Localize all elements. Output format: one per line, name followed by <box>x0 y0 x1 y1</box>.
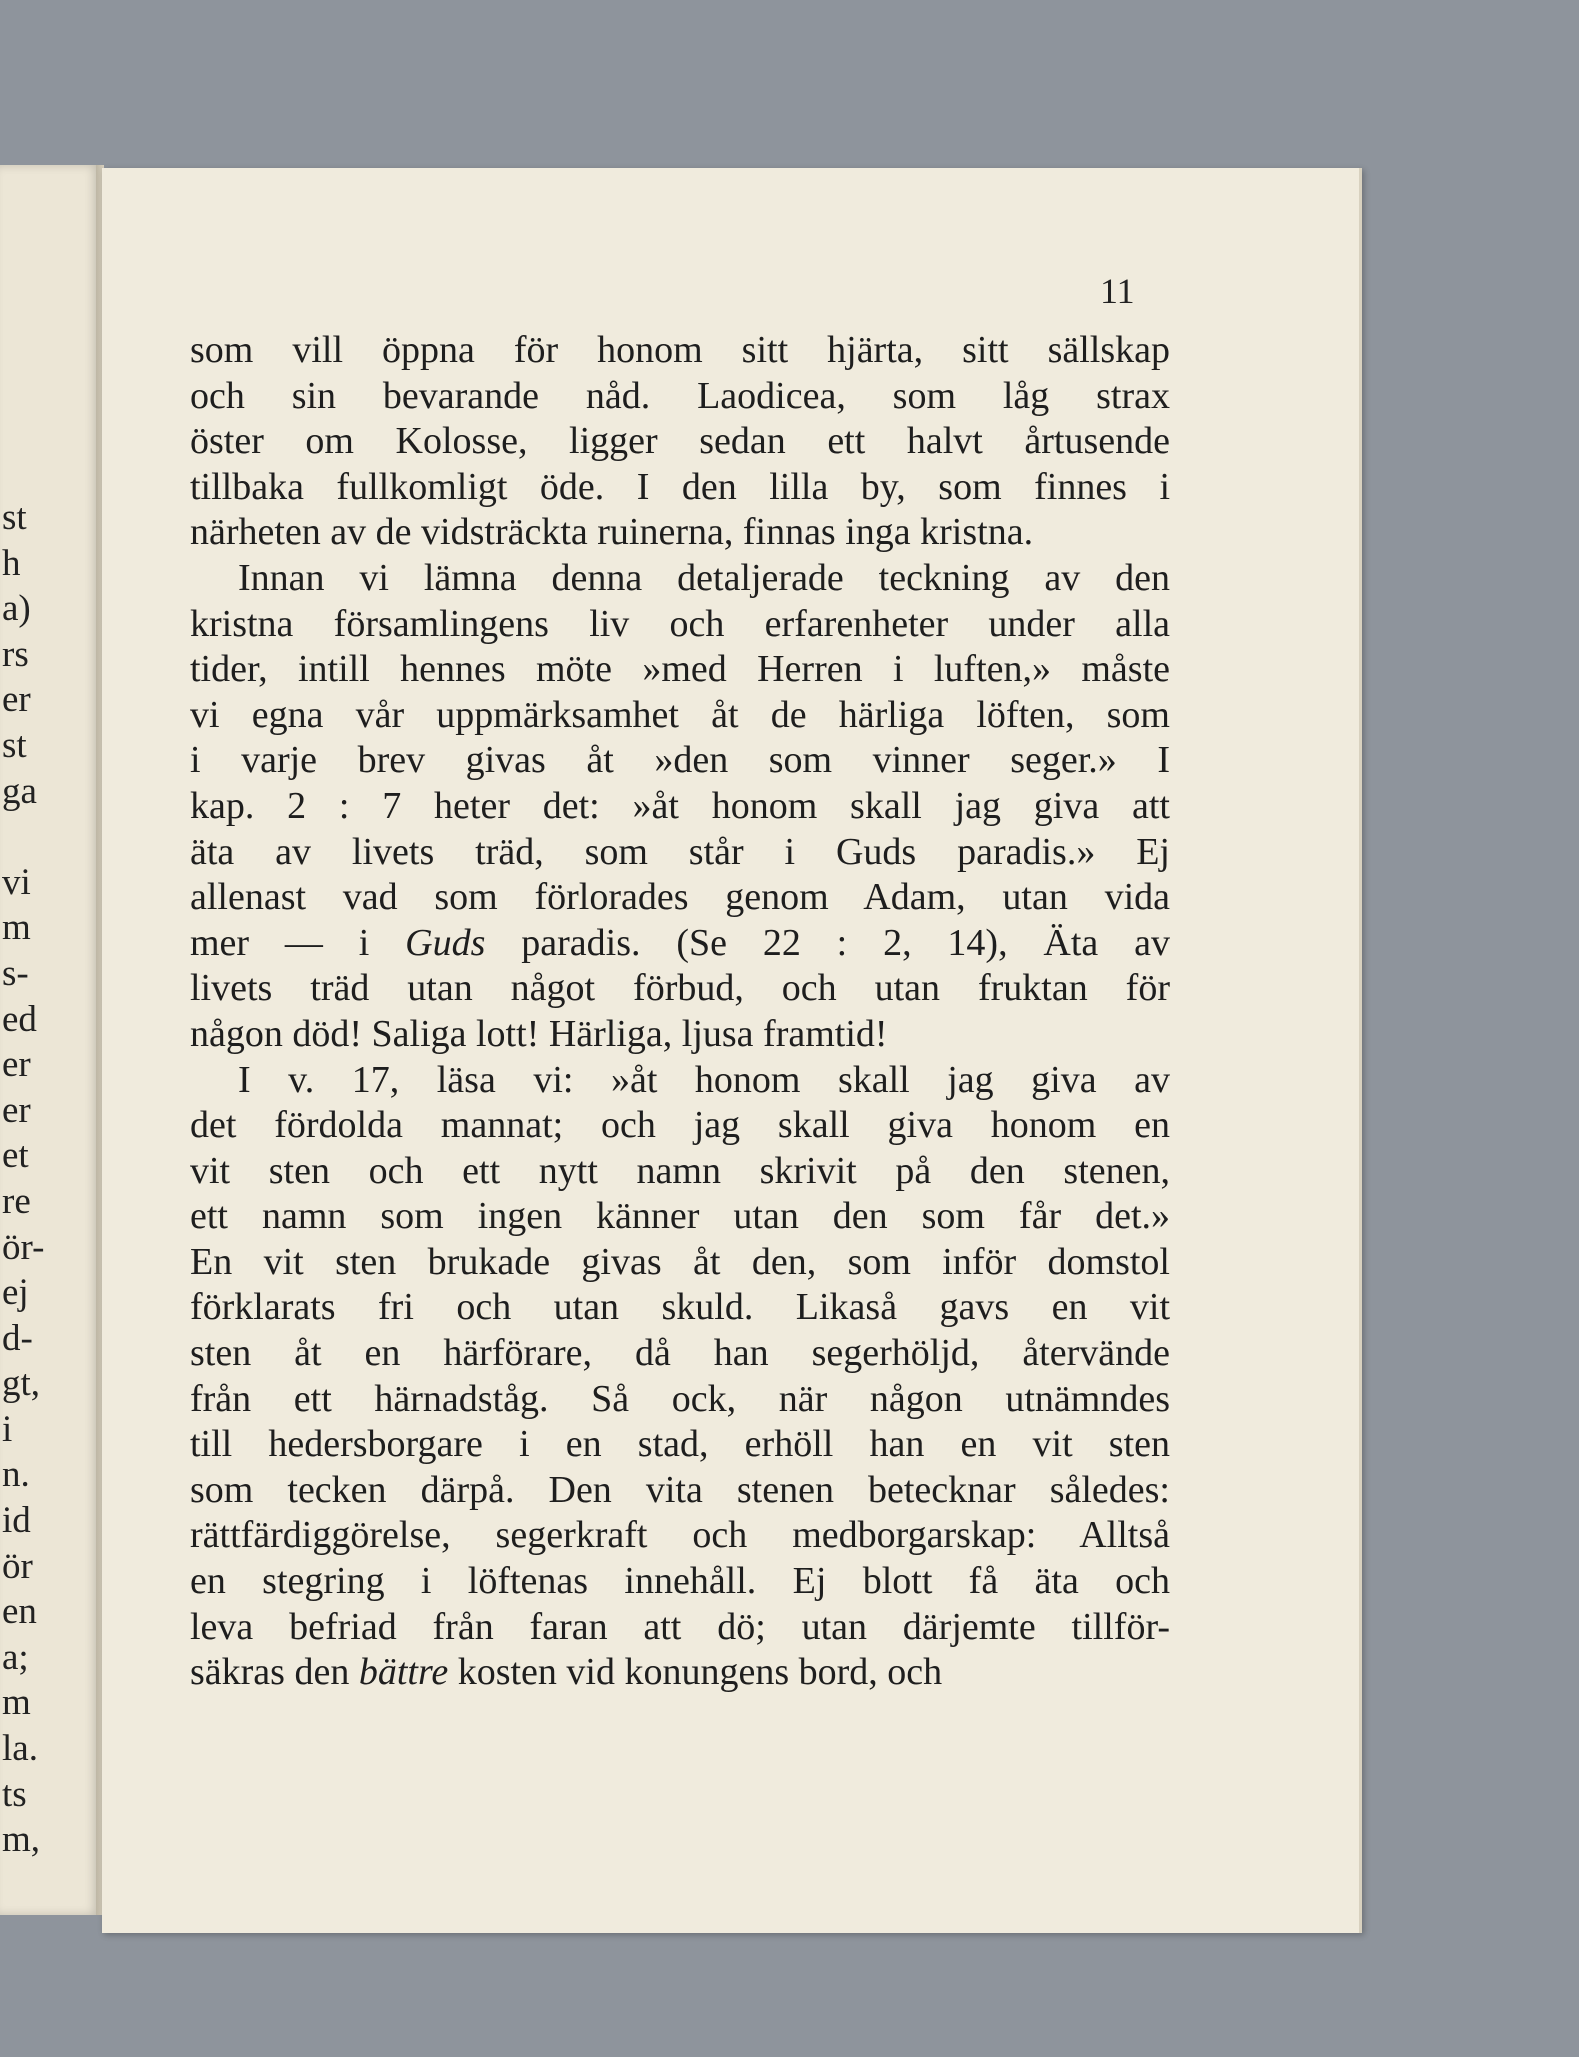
text-line: ett namn som ingen känner utan den som får det.» <box>190 1195 1170 1238</box>
text-line: allenast vad som förlorades genom Adam, utan vida <box>190 876 1170 919</box>
left-line-fragment: gt, <box>2 1363 41 1405</box>
left-line-fragment: ts <box>2 1773 27 1815</box>
text-line: vi egna vår uppmärksamhet åt de härliga löften, som <box>190 693 1170 736</box>
text-line: säkras den bättre kosten vid konungens bord, och <box>190 1651 943 1694</box>
text-line: kap. 2 : 7 heter det: »åt honom skall jag giva att <box>190 784 1170 827</box>
page-number: 11 <box>1100 271 1135 311</box>
left-line-fragment: er <box>2 1044 31 1086</box>
text-line: till hedersborgare i en stad, erhöll han en vit sten <box>190 1423 1170 1466</box>
text-line: som vill öppna för honom sitt hjärta, sitt sällskap <box>190 329 1170 371</box>
text-line: tillbaka fullkomligt öde. I den lilla by, som finnes i <box>190 465 1170 508</box>
body-text <box>190 328 1170 1696</box>
left-line-fragment: la. <box>2 1728 38 1770</box>
left-line-fragment: id <box>2 1500 31 1542</box>
text-line: Innan vi lämna denna detaljerade teckning av den <box>238 556 1170 599</box>
left-line-fragment: ör- <box>2 1226 45 1268</box>
text-line: och sin bevarande nåd. Laodicea, som låg strax <box>190 374 1170 417</box>
text-line: En vit sten brukade givas åt den, som inför domstol <box>190 1240 1170 1283</box>
text-line: I v. 17, läsa vi: »åt honom skall jag giva av <box>238 1058 1170 1101</box>
left-line-fragment: m <box>2 907 31 949</box>
text-line: tider, intill hennes möte »med Herren i luften,» måste <box>190 648 1170 691</box>
left-line-fragment: n. <box>2 1454 30 1496</box>
left-line-fragment: ej <box>2 1272 29 1314</box>
text-line: rättfärdiggörelse, segerkraft och medborgarskap: Alltså <box>190 1514 1170 1557</box>
text-line: i varje brev givas åt »den som vinner seger.» I <box>190 739 1170 782</box>
left-line-fragment: a) <box>2 588 31 630</box>
right-page <box>102 168 1362 1933</box>
left-line-fragment: i <box>2 1408 13 1450</box>
left-line-fragment: en <box>2 1591 37 1633</box>
text-line: som tecken därpå. Den vita stenen betecknar således: <box>190 1468 1170 1511</box>
left-line-fragment: er <box>2 679 31 721</box>
left-line-fragment: st <box>2 497 27 538</box>
left-line-fragment: ga <box>2 770 37 812</box>
left-line-fragment: re <box>2 1180 31 1222</box>
left-line-fragment: ed <box>2 998 37 1040</box>
left-page-line-fragments <box>0 495 44 1863</box>
text-line: en stegring i löftenas innehåll. Ej blott få äta och <box>190 1560 1170 1603</box>
text-line: äta av livets träd, som står i Guds paradis.» Ej <box>190 830 1170 873</box>
text-line: sten åt en härförare, då han segerhöljd, återvände <box>190 1332 1170 1375</box>
text-line: kristna församlingens liv och erfarenheter under alla <box>190 602 1170 645</box>
left-line-fragment: st <box>2 724 27 766</box>
left-line-fragment: ör <box>2 1545 33 1587</box>
text-line: det fördolda mannat; och jag skall giva honom en <box>190 1104 1170 1147</box>
left-line-fragment: a; <box>2 1636 29 1678</box>
text-line: öster om Kolosse, ligger sedan ett halvt årtusende <box>190 420 1170 463</box>
text-line: någon död! Saliga lott! Härliga, ljusa framtid! <box>190 1012 888 1055</box>
left-line-fragment: er <box>2 1089 31 1131</box>
left-line-fragment: vi <box>2 861 31 903</box>
left-line-fragment <box>0 814 44 860</box>
left-line-fragment: d- <box>2 1317 33 1359</box>
text-line: närheten av de vidsträckta ruinerna, finnas inga kristna. <box>190 511 1034 554</box>
text-line: förklarats fri och utan skuld. Likaså gavs en vit <box>190 1286 1170 1329</box>
text-line: från ett härnadståg. Så ock, när någon utnämndes <box>190 1377 1170 1420</box>
text-line: mer — i Guds paradis. (Se 22 : 2, 14), Äta av <box>190 921 1170 964</box>
left-line-fragment: m, <box>2 1819 41 1861</box>
text-line: leva befriad från faran att dö; utan därjemte tillför- <box>190 1605 1170 1648</box>
text-line: livets träd utan något förbud, och utan fruktan för <box>190 967 1170 1010</box>
left-line-fragment: et <box>2 1135 29 1177</box>
left-line-fragment: m <box>2 1682 31 1724</box>
text-line: vit sten och ett nytt namn skrivit på den stenen, <box>190 1149 1170 1192</box>
left-line-fragment: h <box>2 542 21 584</box>
left-line-fragment: s- <box>2 952 29 994</box>
left-line-fragment: rs <box>2 633 29 675</box>
left-facing-page <box>0 165 100 1915</box>
